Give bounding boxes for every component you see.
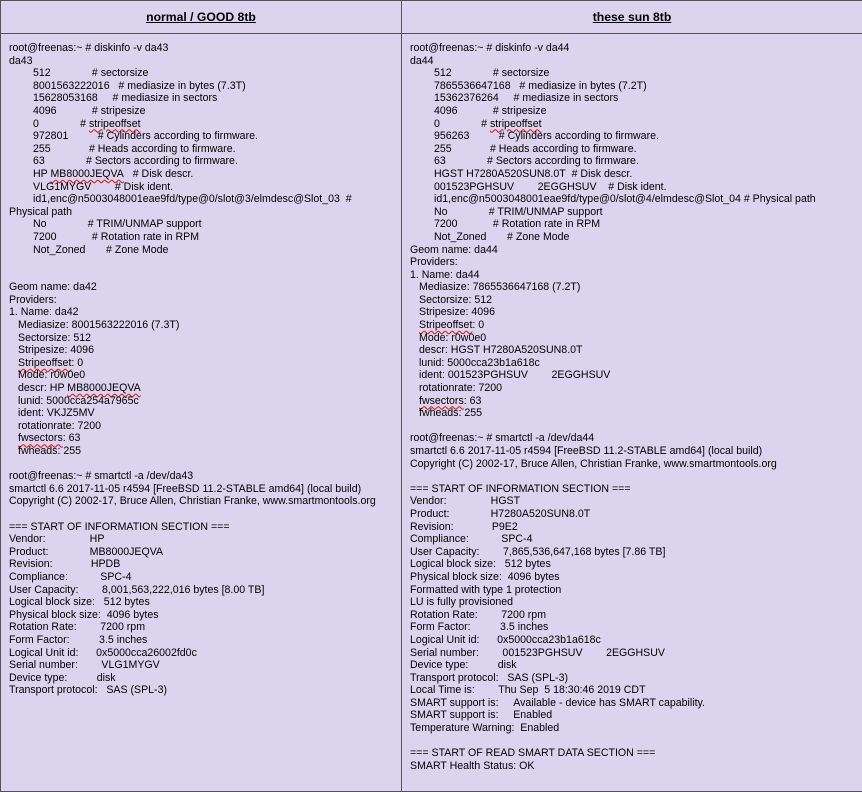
line-text: Compliance: SPC-4 — [9, 571, 131, 583]
line-text: 4096 # stripesize — [33, 105, 145, 117]
output-line — [410, 596, 858, 609]
output-line — [410, 495, 858, 508]
output-line — [410, 294, 858, 307]
output-line — [9, 571, 397, 584]
line-text: 512 # sectorsize — [33, 67, 148, 79]
output-line — [9, 281, 397, 294]
line-text: Temperature Warning: Enabled — [410, 722, 559, 734]
output-line — [9, 634, 397, 647]
output-line — [410, 130, 858, 143]
line-text: SMART Health Status: OK — [410, 760, 534, 772]
output-line — [410, 672, 858, 685]
line-text: descr: HGST H7280A520SUN8.0T — [419, 344, 583, 356]
line-text: descr: HP — [18, 382, 67, 394]
output-line — [9, 407, 397, 420]
line-text-tail: : 63 — [464, 395, 482, 407]
line-text: smartctl 6.6 2017-11-05 r4594 [FreeBSD 11.2-STABLE amd64] (local build) — [410, 445, 762, 457]
output-line — [410, 105, 858, 118]
output-line — [410, 533, 858, 546]
output-line — [9, 67, 397, 80]
line-text: 0 # — [33, 118, 89, 130]
output-line — [410, 256, 858, 269]
line-text: 1. Name: da44 — [410, 269, 480, 281]
line-text: Physical block size: 4096 bytes — [410, 571, 560, 583]
output-line — [410, 747, 858, 760]
output-line — [410, 483, 858, 496]
output-line — [410, 181, 858, 194]
line-text: root@freenas:~ # diskinfo -v da43 — [9, 42, 168, 54]
output-line — [410, 357, 858, 370]
output-line — [9, 596, 397, 609]
output-line — [9, 558, 397, 571]
output-line — [9, 92, 397, 105]
content-row — [1, 34, 862, 792]
line-text: Providers: — [410, 256, 458, 268]
output-line — [9, 344, 397, 357]
left-output-cell — [1, 34, 402, 792]
output-line — [410, 319, 858, 332]
output-line — [410, 67, 858, 80]
output-line — [410, 546, 858, 559]
output-line — [9, 584, 397, 597]
output-line — [410, 344, 858, 357]
output-line — [9, 369, 397, 382]
output-line — [410, 609, 858, 622]
blank-line — [9, 256, 397, 269]
output-line — [410, 659, 858, 672]
output-line — [9, 80, 397, 93]
line-text: Geom name: da42 — [9, 281, 97, 293]
line-text: lunid: 5000cca254a7965c — [18, 395, 139, 407]
output-line — [410, 508, 858, 521]
line-text: 512 # sectorsize — [434, 67, 549, 79]
header-row — [1, 1, 862, 34]
output-line — [410, 407, 858, 420]
line-text: === START OF READ SMART DATA SECTION === — [410, 747, 655, 759]
output-line — [9, 533, 397, 546]
line-text: 7200 # Rotation rate in RPM — [33, 231, 199, 243]
output-line — [9, 332, 397, 345]
line-text: 8001563222016 # mediasize in bytes (7.3T) — [33, 80, 246, 92]
line-text: Mediasize: 8001563222016 (7.3T) — [18, 319, 179, 331]
line-text: Logical block size: 512 bytes — [410, 558, 551, 570]
line-text: Sectorsize: 512 — [18, 332, 91, 344]
line-text: Transport protocol: SAS (SPL-3) — [9, 684, 167, 696]
output-line — [410, 155, 858, 168]
output-line — [9, 395, 397, 408]
output-line — [410, 369, 858, 382]
output-line — [410, 332, 858, 345]
line-text: fwheads: 255 — [18, 445, 81, 457]
output-line — [9, 168, 397, 181]
output-line — [410, 218, 858, 231]
line-text: Stripesize: 4096 — [419, 306, 495, 318]
output-line — [410, 584, 858, 597]
output-line — [410, 168, 858, 181]
output-line — [9, 483, 397, 496]
left-header-text: normal / GOOD 8tb — [146, 10, 256, 24]
output-line — [9, 382, 397, 395]
line-text: User Capacity: 8,001,563,222,016 bytes [8.00 TB] — [9, 584, 264, 596]
line-text: 1. Name: da42 — [9, 306, 79, 318]
output-line — [410, 432, 858, 445]
line-text: === START OF INFORMATION SECTION === — [9, 521, 230, 533]
output-line — [410, 306, 858, 319]
blank-line — [9, 458, 397, 471]
output-line — [9, 319, 397, 332]
line-text: Serial number: 001523PGHSUV 2EGGHSUV — [410, 647, 665, 659]
line-text: ident: 001523PGHSUV 2EGGHSUV — [419, 369, 610, 381]
output-line — [9, 495, 397, 508]
spellcheck-underlined-word: fwsectors — [419, 395, 464, 407]
line-text: Revision: HPDB — [9, 558, 120, 570]
output-line — [410, 697, 858, 710]
line-text: Serial number: VLG1MYGV — [9, 659, 160, 671]
line-text: 15628053168 # mediasize in sectors — [33, 92, 217, 104]
line-text: 4096 # stripesize — [434, 105, 546, 117]
output-line — [9, 546, 397, 559]
line-text: Sectorsize: 512 — [419, 294, 492, 306]
line-text: Copyright (C) 2002-17, Bruce Allen, Christian Franke, www.smartmontools.org — [410, 458, 777, 470]
output-line — [410, 684, 858, 697]
line-text: Not_Zoned # Zone Mode — [434, 231, 569, 243]
line-text-tail: : 0 — [472, 319, 484, 331]
line-text: 001523PGHSUV 2EGGHSUV # Disk ident. — [434, 181, 667, 193]
output-line — [9, 357, 397, 370]
line-text: Product: H7280A520SUN8.0T — [410, 508, 590, 520]
line-text: Providers: — [9, 294, 57, 306]
output-line — [410, 231, 858, 244]
output-line — [9, 306, 397, 319]
line-text: 255 # Heads according to firmware. — [434, 143, 637, 155]
line-text: 255 # Heads according to firmware. — [33, 143, 236, 155]
output-line — [410, 143, 858, 156]
output-line — [9, 420, 397, 433]
line-text: No # TRIM/UNMAP support — [33, 218, 202, 230]
line-text: Physical block size: 4096 bytes — [9, 609, 159, 621]
output-line — [9, 521, 397, 534]
output-line — [410, 571, 858, 584]
blank-line — [410, 420, 858, 433]
blank-line — [410, 735, 858, 748]
spellcheck-underlined-word: Stripeoffset — [18, 357, 71, 369]
blank-line — [9, 269, 397, 282]
line-text: Logical Unit id: 0x5000cca23b1a618c — [410, 634, 601, 646]
line-text: da44 — [410, 55, 434, 67]
line-text: Physical path — [9, 206, 72, 218]
output-line — [9, 445, 397, 458]
output-line — [9, 193, 397, 206]
line-text-tail: # Disk descr. — [124, 168, 193, 180]
line-text: Mode: r0w0e0 — [419, 332, 486, 344]
output-line — [410, 118, 858, 131]
line-text: Vendor: HP — [9, 533, 104, 545]
output-line — [410, 621, 858, 634]
output-line — [9, 206, 397, 219]
output-line — [9, 143, 397, 156]
output-line — [410, 722, 858, 735]
line-text: da43 — [9, 55, 33, 67]
line-text: Form Factor: 3.5 inches — [410, 621, 548, 633]
output-line — [9, 432, 397, 445]
output-line — [9, 244, 397, 257]
line-text: No # TRIM/UNMAP support — [434, 206, 603, 218]
output-line — [410, 458, 858, 471]
line-text: root@freenas:~ # smartctl -a /dev/da43 — [9, 470, 193, 482]
output-line — [410, 244, 858, 257]
line-text: id1,enc@n5003048001eae9fd/type@0/slot@3/elmdesc@Slot_03 # — [33, 193, 352, 205]
line-text: Form Factor: 3.5 inches — [9, 634, 147, 646]
output-line — [9, 42, 397, 55]
line-text: Not_Zoned # Zone Mode — [33, 244, 168, 256]
spellcheck-underlined-word: MB8000JEQVA — [67, 382, 140, 394]
line-text: LU is fully provisioned — [410, 596, 513, 608]
spellcheck-underlined-word: Stripeoffset — [419, 319, 472, 331]
line-text: 972801 # Cylinders according to firmware. — [33, 130, 258, 142]
spellcheck-underlined-word: stripeoffset — [490, 118, 542, 130]
line-text: Rotation Rate: 7200 rpm — [410, 609, 546, 621]
output-line — [410, 269, 858, 282]
line-text: ident: VKJZ5MV — [18, 407, 95, 419]
line-text: Transport protocol: SAS (SPL-3) — [410, 672, 568, 684]
output-line — [9, 55, 397, 68]
line-text: Geom name: da44 — [410, 244, 498, 256]
left-column-header — [1, 1, 402, 34]
output-line — [410, 647, 858, 660]
output-line — [410, 92, 858, 105]
output-line — [410, 558, 858, 571]
spellcheck-underlined-word: stripeoffset — [89, 118, 141, 130]
line-text: id1,enc@n5003048001eae9fd/type@0/slot@4/elmdesc@Slot_04 # Physical path — [434, 193, 816, 205]
output-line — [9, 294, 397, 307]
line-text: SMART support is: Available - device has SMART capability. — [410, 697, 705, 709]
line-text-tail: : 0 — [71, 357, 83, 369]
output-line — [410, 634, 858, 647]
line-text: 15362376264 # mediasize in sectors — [434, 92, 618, 104]
line-text: HP — [33, 168, 50, 180]
output-line — [9, 609, 397, 622]
line-text: Revision: P9E2 — [410, 521, 518, 533]
output-line — [9, 470, 397, 483]
output-line — [410, 382, 858, 395]
blank-line — [410, 470, 858, 483]
line-text: Product: MB8000JEQVA — [9, 546, 163, 558]
output-line — [9, 155, 397, 168]
output-line — [410, 521, 858, 534]
line-text: Device type: disk — [9, 672, 116, 684]
line-text: Mediasize: 7865536647168 (7.2T) — [419, 281, 580, 293]
line-text: Copyright (C) 2002-17, Bruce Allen, Christian Franke, www.smartmontools.org — [9, 495, 376, 507]
line-text: Rotation Rate: 7200 rpm — [9, 621, 145, 633]
line-text: fwheads: 255 — [419, 407, 482, 419]
output-line — [9, 218, 397, 231]
line-text: rotationrate: 7200 — [18, 420, 101, 432]
line-text-tail: : 63 — [63, 432, 81, 444]
output-line — [9, 621, 397, 634]
output-line — [410, 760, 858, 773]
line-text: Logical block size: 512 bytes — [9, 596, 150, 608]
line-text: 63 # Sectors according to firmware. — [434, 155, 639, 167]
line-text: User Capacity: 7,865,536,647,168 bytes [7.86 TB] — [410, 546, 665, 558]
line-text: Compliance: SPC-4 — [410, 533, 532, 545]
line-text: root@freenas:~ # diskinfo -v da44 — [410, 42, 569, 54]
line-text: Stripesize: 4096 — [18, 344, 94, 356]
line-text: root@freenas:~ # smartctl -a /dev/da44 — [410, 432, 594, 444]
output-line — [410, 193, 858, 206]
right-header-text: these sun 8tb — [593, 10, 672, 24]
line-text: 0 # — [434, 118, 490, 130]
line-text: 63 # Sectors according to firmware. — [33, 155, 238, 167]
line-text: Formatted with type 1 protection — [410, 584, 561, 596]
line-text: 7200 # Rotation rate in RPM — [434, 218, 600, 230]
output-line — [9, 647, 397, 660]
output-line — [410, 80, 858, 93]
output-line — [9, 105, 397, 118]
line-text: Local Time is: Thu Sep 5 18:30:46 2019 CDT — [410, 684, 646, 696]
output-line — [9, 181, 397, 194]
output-line — [410, 55, 858, 68]
line-text: SMART support is: Enabled — [410, 709, 552, 721]
spellcheck-underlined-word: MB8000JEQVA — [50, 168, 123, 180]
output-line — [9, 659, 397, 672]
blank-line — [9, 508, 397, 521]
output-line — [410, 206, 858, 219]
output-line — [410, 281, 858, 294]
output-line — [9, 130, 397, 143]
line-text: === START OF INFORMATION SECTION === — [410, 483, 631, 495]
output-line — [410, 42, 858, 55]
line-text: Mode: r0w0e0 — [18, 369, 85, 381]
output-line — [9, 672, 397, 685]
line-text: VLG1MYGV # Disk ident. — [33, 181, 173, 193]
right-output-cell — [402, 34, 862, 792]
line-text: 7865536647168 # mediasize in bytes (7.2T) — [434, 80, 647, 92]
line-text: HGST H7280A520SUN8.0T # Disk descr. — [434, 168, 632, 180]
line-text: smartctl 6.6 2017-11-05 r4594 [FreeBSD 11.2-STABLE amd64] (local build) — [9, 483, 361, 495]
line-text: Vendor: HGST — [410, 495, 520, 507]
output-line — [410, 395, 858, 408]
output-line — [9, 118, 397, 131]
line-text: Logical Unit id: 0x5000cca26002fd0c — [9, 647, 197, 659]
output-line — [9, 231, 397, 244]
line-text: 956263 # Cylinders according to firmware. — [434, 130, 659, 142]
output-line — [410, 709, 858, 722]
right-column-header — [402, 1, 862, 34]
output-line — [410, 445, 858, 458]
line-text: rotationrate: 7200 — [419, 382, 502, 394]
line-text: Device type: disk — [410, 659, 517, 671]
line-text: lunid: 5000cca23b1a618c — [419, 357, 540, 369]
spellcheck-underlined-word: fwsectors — [18, 432, 63, 444]
output-line — [9, 684, 397, 697]
